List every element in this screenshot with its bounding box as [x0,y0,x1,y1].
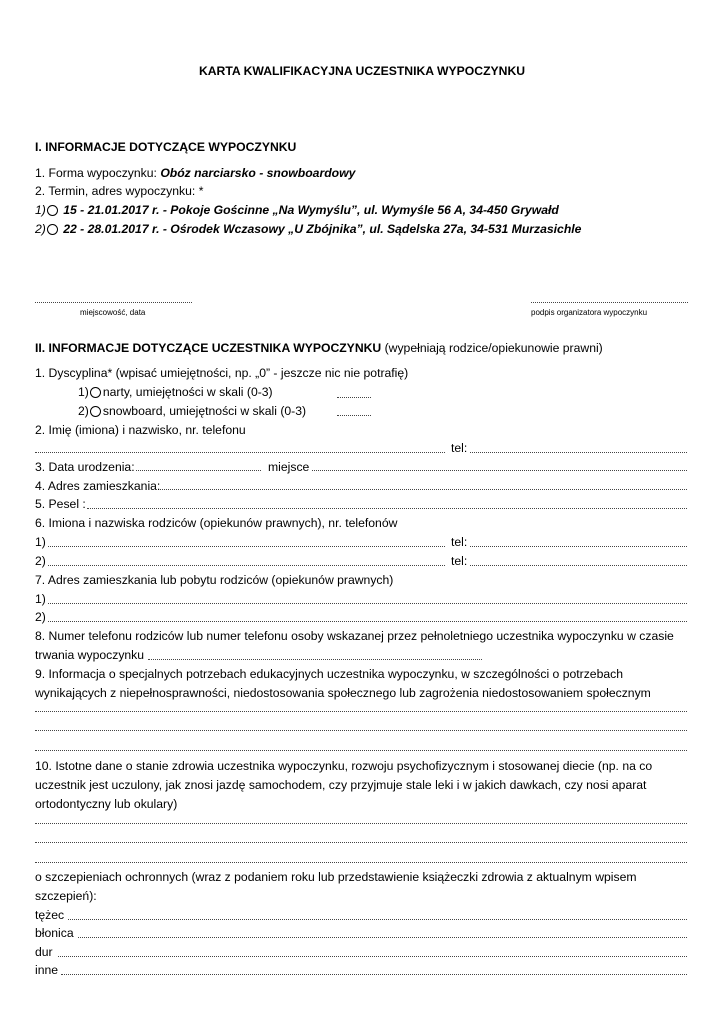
organizer-signature-field[interactable] [531,302,688,303]
typhoid-field[interactable] [58,956,687,957]
organizer-signature-caption: podpis organizatora wypoczynku [531,308,648,317]
parent-2-tel-field[interactable] [470,565,687,566]
ski-option-radio[interactable] [90,387,101,398]
other-vaccination-field[interactable] [61,974,687,975]
name-question: 2. Imię (imiona) i nazwisko, nr. telefonu [35,423,246,437]
special-needs-line-3[interactable] [35,750,687,751]
tetanus-field[interactable] [68,919,687,920]
term-option-2 [35,222,581,236]
tetanus-label: tężec [35,908,65,922]
term-option-1-number: 1) [35,203,46,217]
term-option-2-number: 2) [35,222,46,236]
ski-option-number: 1) [78,385,89,399]
snowboard-option-radio[interactable] [90,406,101,417]
section2-heading: II. INFORMACJE DOTYCZĄCE UCZESTNIKA WYPOCZYNKU [35,341,382,355]
health-line-3[interactable] [35,862,687,863]
health-question-1: 10. Istotne dane o stanie zdrowia uczestnika wypoczynku, rozwoju psychofizycznym i stosowanej diecie (np. na co [35,759,653,773]
snowboard-option-label: snowboard, umiejętności w skali (0-3) [102,404,307,418]
parents-address-1-field[interactable] [48,603,687,604]
typhoid-label: dur [35,945,53,959]
special-needs-question-2: wynikających z niepełnosprawności, niedostosowania społecznego lub zagrożenia niedostosowaniem społecznym [35,686,651,700]
health-line-2[interactable] [35,842,687,843]
vaccination-question-2: szczepień): [35,889,97,903]
special-needs-question-1: 9. Informacja o specjalnych potrzebach edukacyjnych uczestnika wypoczynku, w szczególności o potrzebach [35,667,624,681]
diphtheria-field[interactable] [78,937,687,938]
form-line [35,166,355,180]
health-line-1[interactable] [35,823,687,824]
birth-place-label: miejsce [268,460,310,474]
ski-option-label: narty, umiejętności w skali (0-3) [102,385,273,399]
emergency-phone-question-1: 8. Numer telefonu rodziców lub numer telefonu osoby wskazanej przez pełnoletniego uczestnika wypoczynku w czasie [35,629,674,643]
term-option-2-text: 22 - 28.01.2017 r. - Ośrodek Wczasowy „U Zbójnika”, ul. Sądelska 27a, 34-531 Murzasichle [63,222,582,236]
snowboard-skill-field[interactable] [337,415,371,416]
term-option-1-text: 15 - 21.01.2017 r. - Pokoje Gościnne „Na Wymyślu”, ul. Wymyśle 56 A, 34-450 Grywałd [63,203,559,217]
name-field[interactable] [35,452,445,453]
parents-address-1-number: 1) [35,592,46,606]
health-question-2: uczestnik jest uczulony, jak znosi jazdę samochodem, czy przyjmuje stale leki i w jakich dawkach, czy nosi aparat [35,778,647,792]
section1-heading: I. INFORMACJE DOTYCZĄCE WYPOCZYNKU [35,140,297,154]
address-label: 4. Adres zamieszkania: [35,479,161,493]
term-option-1-radio[interactable] [47,205,58,216]
term-label: 2. Termin, adres wypoczynku: * [35,184,204,198]
parent-2-number: 2) [35,554,46,568]
parents-address-2-number: 2) [35,610,46,624]
snowboard-option [78,404,306,418]
parents-address-question: 7. Adres zamieszkania lub pobytu rodziców (opiekunów prawnych) [35,573,394,587]
health-question-3: ortodontyczny lub okulary) [35,797,178,811]
snowboard-option-number: 2) [78,404,89,418]
parents-question: 6. Imiona i nazwiska rodziców (opiekunów prawnych), nr. telefonów [35,516,398,530]
special-needs-line-1[interactable] [35,711,687,712]
form-value: Obóz narciarsko - snowboardowy [160,166,356,180]
section2-heading-note: (wypełniają rodzice/opiekunowie prawni) [381,341,603,355]
section2-heading-line [35,341,603,355]
parent-1-name-field[interactable] [48,546,445,547]
emergency-phone-question-2: trwania wypoczynku [35,648,145,662]
other-vaccination-label: inne [35,963,59,977]
parent-2-name-field[interactable] [48,565,445,566]
pesel-label: 5. Pesel : [35,497,86,511]
birth-date-field[interactable] [136,470,261,471]
parent-1-tel-label: tel: [451,535,468,549]
birth-place-field[interactable] [312,470,687,471]
participant-tel-field[interactable] [470,452,687,453]
vaccination-question-1: o szczepieniach ochronnych (wraz z podaniem roku lub przedstawienie książeczki zdrowia z aktualnym wpisem [35,870,637,884]
parents-address-2-field[interactable] [48,621,687,622]
parent-2-tel-label: tel: [451,554,468,568]
address-field[interactable] [160,489,687,490]
birth-date-label: 3. Data urodzenia: [35,460,135,474]
ski-skill-field[interactable] [337,397,371,398]
diphtheria-label: błonica [35,926,74,940]
document-title: KARTA KWALIFIKACYJNA UCZESTNIKA WYPOCZYNKU [198,64,526,78]
participant-tel-label: tel: [451,441,468,455]
parent-1-tel-field[interactable] [470,546,687,547]
form-label: 1. Forma wypoczynku: [35,166,157,180]
place-date-field[interactable] [35,302,192,303]
term-option-2-radio[interactable] [47,224,58,235]
place-date-caption: miejscowość, data [80,308,146,317]
parent-1-number: 1) [35,535,46,549]
emergency-phone-field[interactable] [148,659,482,660]
pesel-field[interactable] [87,508,687,509]
ski-option [78,385,273,399]
term-option-1 [35,203,559,217]
special-needs-line-2[interactable] [35,730,687,731]
discipline-question: 1. Dyscyplina* (wpisać umiejętności, np. „0” - jeszcze nic nie potrafię) [35,366,409,380]
